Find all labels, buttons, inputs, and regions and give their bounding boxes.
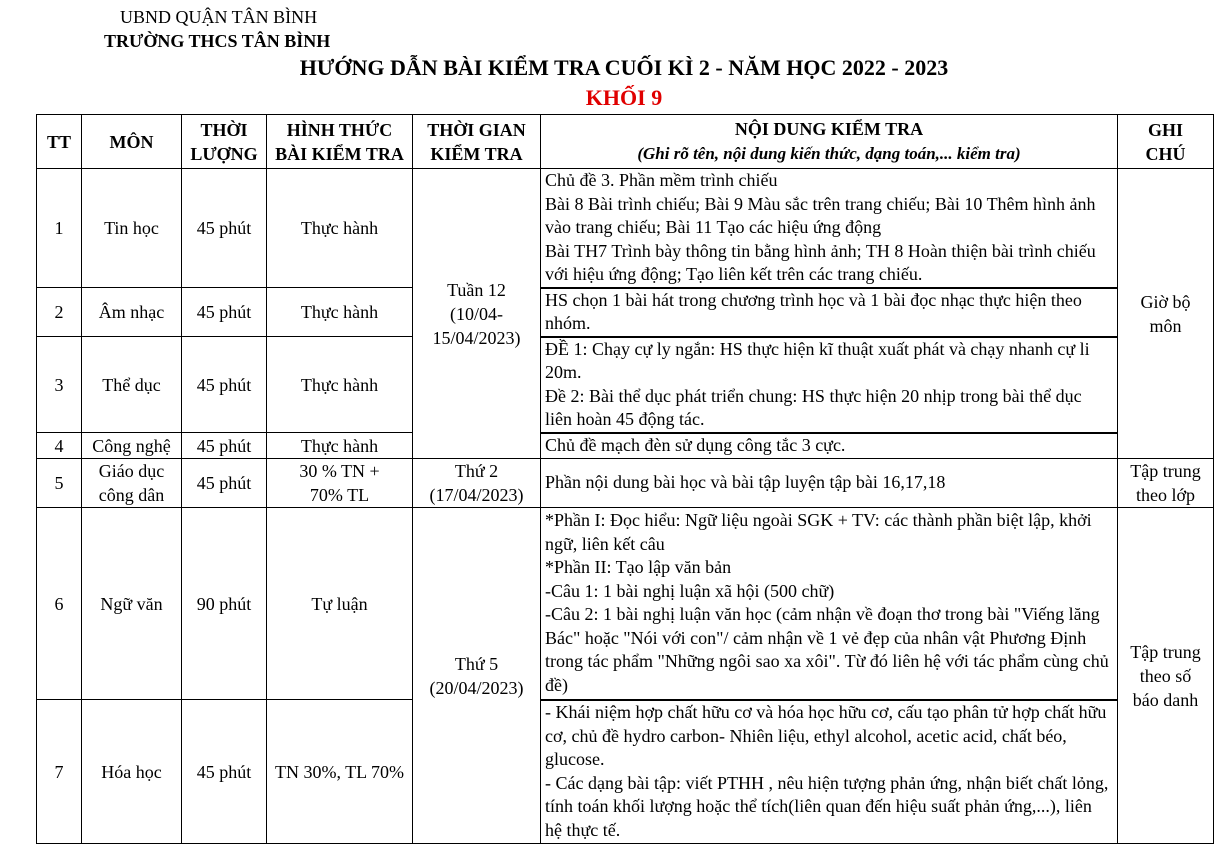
cell-note-tap-trung-lop: Tập trung theo lớp	[1118, 459, 1214, 508]
cell-tt: 2	[37, 288, 82, 337]
cell-form: Thực hành	[267, 169, 413, 288]
table-row	[37, 169, 1214, 288]
cell-duration: 45 phút	[182, 337, 267, 433]
table-row	[37, 700, 1214, 844]
cell-content: - Khái niệm hợp chất hữu cơ và hóa học hữu cơ, cấu tạo phân tử hợp chất hữu cơ, chủ đề hydro carbon- Nhiên liệu, ethyl alcohol, acetic acid, chất béo, glucose. - Các dạng bài tập: viết PTHH , nêu hiện tượng phản ứng, nhận biết chất lỏng, tính toán khối lượng hoặc thể tích(liên quan đến hiệu suất phản ứng,...), liên hệ thực tế.	[541, 700, 1118, 844]
cell-note-gio-bo-mon: Giờ bộ môn	[1118, 169, 1214, 459]
cell-content: ĐỀ 1: Chạy cự ly ngắn: HS thực hiện kĩ thuật xuất phát và chạy nhanh cự li 20m. Đề 2: Bài thể dục phát triển chung: HS thực hiện 20 nhịp trong bài thể dục liên hoàn 45 động tác.	[541, 337, 1118, 433]
col-header-subject: MÔN	[82, 115, 182, 169]
org-line-1: UBND QUẬN TÂN BÌNH	[120, 7, 318, 27]
col-header-content: NỘI DUNG KIỂM TRA (Ghi rõ tên, nội dung kiến thức, dạng toán,... kiểm tra)	[541, 115, 1118, 169]
cell-form: Thực hành	[267, 337, 413, 433]
table-row	[37, 459, 1214, 508]
col-header-tt: TT	[37, 115, 82, 169]
cell-content: HS chọn 1 bài hát trong chương trình học và 1 bài đọc nhạc thực hiện theo nhóm.	[541, 288, 1118, 337]
table-row	[37, 288, 1214, 337]
cell-form: TN 30%, TL 70%	[267, 700, 413, 844]
cell-subject: Thể dục	[82, 337, 182, 433]
cell-duration: 45 phút	[182, 169, 267, 288]
cell-subject: Tin học	[82, 169, 182, 288]
table-row	[37, 433, 1214, 459]
cell-form: Tự luận	[267, 508, 413, 700]
cell-duration: 45 phút	[182, 288, 267, 337]
col-header-time: THỜI GIAN KIỂM TRA	[413, 115, 541, 169]
cell-subject: Công nghệ	[82, 433, 182, 459]
cell-tt: 1	[37, 169, 82, 288]
cell-form: Thực hành	[267, 433, 413, 459]
cell-tt: 3	[37, 337, 82, 433]
cell-tt: 6	[37, 508, 82, 700]
cell-form: Thực hành	[267, 288, 413, 337]
cell-duration: 45 phút	[182, 459, 267, 508]
cell-duration: 45 phút	[182, 433, 267, 459]
col-header-duration: THỜI LƯỢNG	[182, 115, 267, 169]
cell-time-week12: Tuần 12 (10/04- 15/04/2023)	[413, 169, 541, 459]
cell-tt: 4	[37, 433, 82, 459]
cell-tt: 5	[37, 459, 82, 508]
cell-note-tap-trung-sbd: Tập trung theo số báo danh	[1118, 508, 1214, 844]
cell-content: Chủ đề 3. Phần mềm trình chiếu Bài 8 Bài trình chiếu; Bài 9 Màu sắc trên trang chiếu; Bài 10 Thêm hình ảnh vào trang chiếu; Bài 11 Tạo các hiệu ứng động Bài TH7 Trình bày thông tin bằng hình ảnh; TH 8 Hoàn thiện bài trình chiếu với hiệu ứng động; Tạo liên kết trên các trang chiếu.	[541, 169, 1118, 288]
org-line-2: TRƯỜNG THCS TÂN BÌNH	[104, 31, 331, 51]
cell-subject: Giáo dục công dân	[82, 459, 182, 508]
cell-content: Chủ đề mạch đèn sử dụng công tắc 3 cực.	[541, 433, 1118, 459]
cell-time-thu2: Thứ 2 (17/04/2023)	[413, 459, 541, 508]
cell-duration: 90 phút	[182, 508, 267, 700]
table-header-row	[37, 115, 1214, 169]
cell-duration: 45 phút	[182, 700, 267, 844]
document-title: HƯỚNG DẪN BÀI KIỂM TRA CUỐI KÌ 2 - NĂM HỌC 2022 - 2023	[299, 55, 949, 80]
table-row	[37, 508, 1214, 700]
cell-subject: Hóa học	[82, 700, 182, 844]
cell-subject: Âm nhạc	[82, 288, 182, 337]
cell-content: Phần nội dung bài học và bài tập luyện tập bài 16,17,18	[541, 459, 1118, 508]
col-header-form: HÌNH THỨC BÀI KIỂM TRA	[267, 115, 413, 169]
cell-tt: 7	[37, 700, 82, 844]
col-header-note: GHI CHÚ	[1118, 115, 1214, 169]
cell-form: 30 % TN + 70% TL	[267, 459, 413, 508]
exam-guide-table	[36, 114, 1214, 844]
grade-label: KHỐI 9	[585, 85, 663, 110]
cell-content: *Phần I: Đọc hiểu: Ngữ liệu ngoài SGK + TV: các thành phần biệt lập, khởi ngữ, liên kết câu *Phần II: Tạo lập văn bản -Câu 1: 1 bài nghị luận xã hội (500 chữ) -Câu 2: 1 bài nghị luận văn học (cảm nhận về đoạn thơ trong bài "Viếng lăng Bác" hoặc "Nói với con"/ cảm nhận về 1 vẻ đẹp của nhân vật Phương Định trong tác phẩm "Những ngôi sao xa xôi". Từ đó liên hệ với tác phẩm cùng chủ đề)	[541, 508, 1118, 700]
table-row	[37, 337, 1214, 433]
cell-subject: Ngữ văn	[82, 508, 182, 700]
cell-time-thu5: Thứ 5 (20/04/2023)	[413, 508, 541, 844]
